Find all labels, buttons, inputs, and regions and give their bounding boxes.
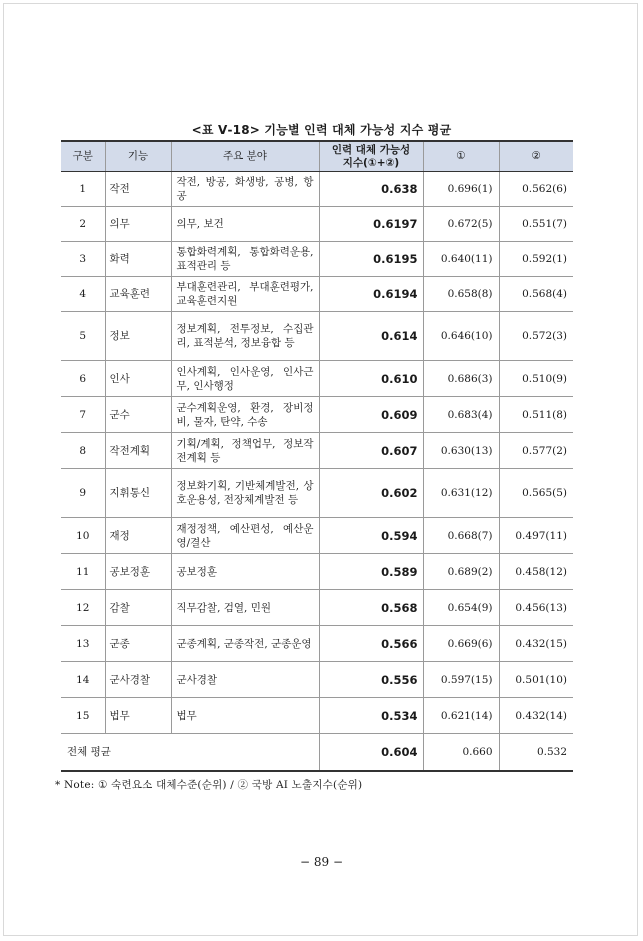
cell-function: 법무: [105, 698, 171, 734]
cell-index: 0.607: [319, 433, 423, 469]
cell-field: 인사계획, 인사운영, 인사근무, 인사행정: [171, 361, 319, 397]
cell-c2: 0.565(5): [499, 469, 573, 518]
cell-index: 0.6197: [319, 207, 423, 242]
cell-index: 0.566: [319, 626, 423, 662]
header-index-line1: 인력 대체 가능성: [331, 143, 411, 156]
cell-function: 공보정훈: [105, 554, 171, 590]
table-title: <표 Ⅴ-18> 기능별 인력 대체 가능성 지수 평균: [191, 123, 452, 137]
cell-rank: 11: [61, 554, 105, 590]
cell-c1: 0.654(9): [423, 590, 499, 626]
cell-field: 법무: [171, 698, 319, 734]
cell-c1: 0.672(5): [423, 207, 499, 242]
table-row: [61, 172, 573, 207]
cell-rank: 6: [61, 361, 105, 397]
cell-rank: 9: [61, 469, 105, 518]
cell-rank: 13: [61, 626, 105, 662]
table-row: [61, 698, 573, 734]
cell-function: 인사: [105, 361, 171, 397]
cell-index: 0.614: [319, 312, 423, 361]
cell-c2: 0.568(4): [499, 277, 573, 312]
cell-field: 공보정훈: [171, 554, 319, 590]
cell-c2: 0.510(9): [499, 361, 573, 397]
table-row: [61, 626, 573, 662]
cell-c1: 0.669(6): [423, 626, 499, 662]
cell-field: 작전, 방공, 화생방, 공병, 항공: [171, 172, 319, 207]
header-index: [319, 141, 423, 172]
cell-rank: 3: [61, 242, 105, 277]
cell-field: 군사경찰: [171, 662, 319, 698]
cell-field: 재정정책, 예산편성, 예산운영/결산: [171, 518, 319, 554]
table-row: [61, 207, 573, 242]
cell-rank: 4: [61, 277, 105, 312]
table-row: [61, 312, 573, 361]
cell-index: 0.534: [319, 698, 423, 734]
cell-c1: 0.631(12): [423, 469, 499, 518]
cell-function: 화력: [105, 242, 171, 277]
cell-field: 군종계획, 군종작전, 군종운영: [171, 626, 319, 662]
table-row: [61, 277, 573, 312]
cell-index: 0.556: [319, 662, 423, 698]
cell-c2: 0.577(2): [499, 433, 573, 469]
table-row: [61, 469, 573, 518]
cell-field: 부대훈련관리, 부대훈련평가, 교육훈련지원: [171, 277, 319, 312]
header-row: [61, 141, 573, 172]
cell-function: 작전계획: [105, 433, 171, 469]
total-row: [61, 734, 573, 771]
cell-function: 정보: [105, 312, 171, 361]
header-index-line2: 지수(①+②): [342, 156, 400, 169]
cell-c1: 0.621(14): [423, 698, 499, 734]
header-rank: 구분: [61, 141, 105, 172]
cell-rank: 2: [61, 207, 105, 242]
cell-function: 의무: [105, 207, 171, 242]
cell-field: 통합화력계획, 통합화력운용, 표적관리 등: [171, 242, 319, 277]
table-note: * Note: ① 숙련요소 대체수준(순위) / ② 국방 AI 노출지수(순위): [55, 779, 363, 791]
cell-index: 0.6195: [319, 242, 423, 277]
cell-c2: 0.432(15): [499, 626, 573, 662]
cell-c1: 0.658(8): [423, 277, 499, 312]
total-index: 0.604: [319, 734, 423, 771]
header-c2: ②: [499, 141, 573, 172]
cell-c1: 0.696(1): [423, 172, 499, 207]
total-c2: 0.532: [499, 734, 573, 771]
cell-index: 0.594: [319, 518, 423, 554]
cell-c1: 0.689(2): [423, 554, 499, 590]
cell-rank: 10: [61, 518, 105, 554]
cell-field: 의무, 보건: [171, 207, 319, 242]
cell-c1: 0.683(4): [423, 397, 499, 433]
cell-c2: 0.562(6): [499, 172, 573, 207]
header-function: 기능: [105, 141, 171, 172]
cell-rank: 8: [61, 433, 105, 469]
cell-index: 0.589: [319, 554, 423, 590]
cell-function: 작전: [105, 172, 171, 207]
capability-index-table: [61, 140, 573, 772]
table-row: [61, 662, 573, 698]
total-label: 전체 평균: [61, 734, 319, 771]
table-row: [61, 242, 573, 277]
table-row: [61, 361, 573, 397]
cell-function: 교육훈련: [105, 277, 171, 312]
cell-index: 0.568: [319, 590, 423, 626]
cell-c2: 0.456(13): [499, 590, 573, 626]
cell-function: 군종: [105, 626, 171, 662]
cell-c1: 0.668(7): [423, 518, 499, 554]
cell-rank: 5: [61, 312, 105, 361]
cell-c2: 0.497(11): [499, 518, 573, 554]
cell-c2: 0.511(8): [499, 397, 573, 433]
cell-rank: 1: [61, 172, 105, 207]
cell-field: 군수계획운영, 환경, 장비정비, 물자, 탄약, 수송: [171, 397, 319, 433]
cell-field: 정보계획, 전투정보, 수집관리, 표적분석, 정보융합 등: [171, 312, 319, 361]
cell-function: 군사경찰: [105, 662, 171, 698]
table-row: [61, 518, 573, 554]
cell-function: 군수: [105, 397, 171, 433]
cell-field: 직무감찰, 검열, 민원: [171, 590, 319, 626]
cell-c1: 0.686(3): [423, 361, 499, 397]
cell-index: 0.6194: [319, 277, 423, 312]
cell-index: 0.609: [319, 397, 423, 433]
table-row: [61, 590, 573, 626]
cell-rank: 15: [61, 698, 105, 734]
cell-function: 재정: [105, 518, 171, 554]
cell-c2: 0.551(7): [499, 207, 573, 242]
cell-function: 지휘통신: [105, 469, 171, 518]
cell-c1: 0.646(10): [423, 312, 499, 361]
header-c1: ①: [423, 141, 499, 172]
cell-rank: 14: [61, 662, 105, 698]
table-row: [61, 554, 573, 590]
cell-index: 0.638: [319, 172, 423, 207]
cell-index: 0.610: [319, 361, 423, 397]
table-row: [61, 433, 573, 469]
page-number: − 89 −: [299, 855, 343, 869]
cell-field: 정보화기획, 기반체계발전, 상호운용성, 전장체계발전 등: [171, 469, 319, 518]
cell-rank: 12: [61, 590, 105, 626]
table-row: [61, 397, 573, 433]
cell-index: 0.602: [319, 469, 423, 518]
cell-field: 기획/계획, 정책업무, 정보작전계획 등: [171, 433, 319, 469]
cell-c2: 0.458(12): [499, 554, 573, 590]
cell-c2: 0.572(3): [499, 312, 573, 361]
total-c1: 0.660: [423, 734, 499, 771]
cell-c1: 0.630(13): [423, 433, 499, 469]
cell-c1: 0.640(11): [423, 242, 499, 277]
cell-function: 감찰: [105, 590, 171, 626]
header-field: 주요 분야: [171, 141, 319, 172]
cell-c2: 0.501(10): [499, 662, 573, 698]
cell-rank: 7: [61, 397, 105, 433]
cell-c2: 0.592(1): [499, 242, 573, 277]
cell-c1: 0.597(15): [423, 662, 499, 698]
cell-c2: 0.432(14): [499, 698, 573, 734]
